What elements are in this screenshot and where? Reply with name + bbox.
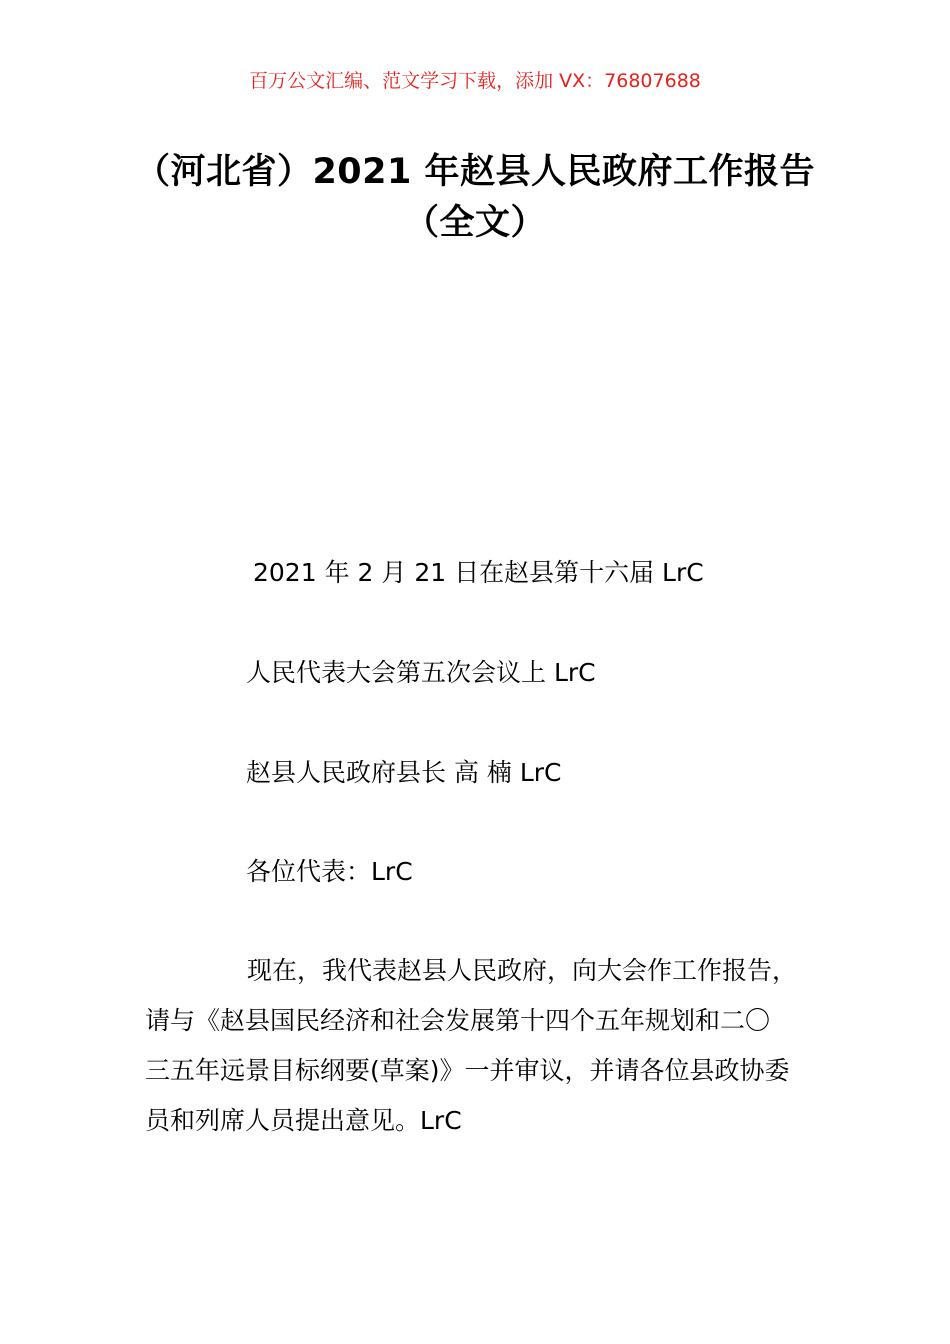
meeting-date-line: 2021 年 2 月 21 日在赵县第十六届 LrC [253,558,704,587]
speaker-line: 赵县人民政府县长 高 楠 LrC [246,758,562,787]
document-title-line-1: （河北省）2021 年赵县人民政府工作报告 [134,152,816,192]
header-note: 百万公文汇编、范文学习下载，添加 VX：76807688 [249,70,701,92]
paragraph-line: 现在，我代表赵县人民政府，向大会作工作报告， [247,956,798,985]
document-title-line-2: （全文） [403,203,546,243]
salutation-line: 各位代表：LrC [246,857,413,886]
opening-paragraph [145,946,845,1146]
paragraph-line: 员和列席人员提出意见。LrC [145,1106,462,1135]
paragraph-line: 三五年远景目标纲要(草案)》一并审议，并请各位县政协委 [145,1056,790,1085]
paragraph-line: 请与《赵县国民经济和社会发展第十四个五年规划和二〇 [145,1006,771,1035]
meeting-session-line: 人民代表大会第五次会议上 LrC [246,658,596,687]
